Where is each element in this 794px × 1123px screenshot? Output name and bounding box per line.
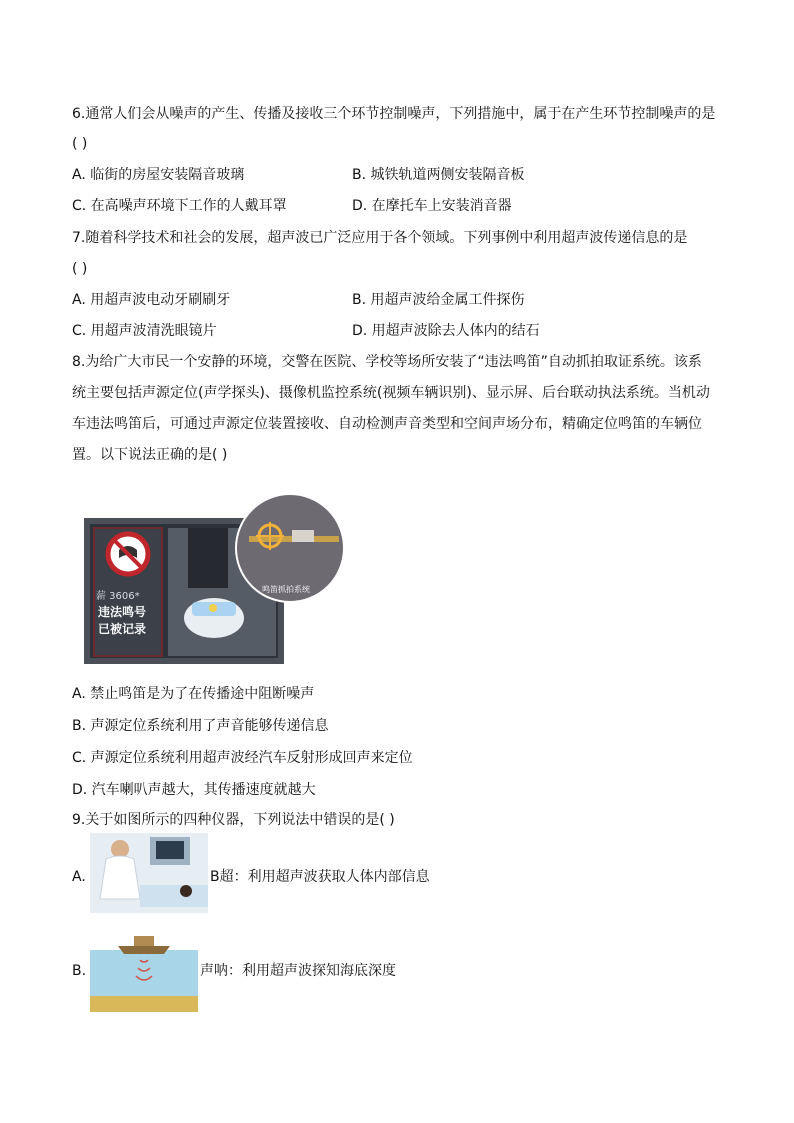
q9-a-label: A. (72, 869, 86, 885)
plate-number: 薪 3606* (96, 591, 140, 602)
q8-stem-line-1: 8.为给广大市民一个安静的环境，交警在医院、学校等场所安装了“违法鸣笛”自动抓拍取证系统。该系 (72, 354, 702, 370)
q8-option-b: B. 声源定位系统利用了声音能够传递信息 (72, 718, 329, 734)
q6-option-a: A. 临街的房屋安装隔音玻璃 (72, 167, 245, 183)
q9-stem: 9.关于如图所示的四种仪器，下列说法中错误的是( ) (72, 812, 395, 828)
q7-blank: ( ) (72, 261, 88, 277)
q9-b-label: B. (72, 963, 87, 979)
q6-option-d: D. 在摩托车上安装消音器 (352, 198, 512, 214)
q6-blank: ( ) (72, 136, 88, 152)
q8-figure-graphic (84, 490, 346, 665)
q7-option-c: C. 用超声波清洗眼镜片 (72, 323, 217, 339)
q9-a-text: B超：利用超声波获取人体内部信息 (210, 869, 430, 885)
q6-option-b: B. 城铁轨道两侧安装隔音板 (352, 167, 525, 183)
q8-stem-line-3: 车违法鸣笛后，可通过声源定位装置接收、自动检测声音类型和空间声场分布，精确定位鸣笛的车辆位 (72, 416, 702, 432)
sonar-image (90, 924, 198, 1012)
q8-figure (84, 490, 346, 665)
q7-stem: 7.随着科学技术和社会的发展，超声波已广泛应用于各个领域。下列事例中利用超声波传递信息的是 (72, 230, 688, 246)
sign-text-line-1: 违法鸣号 (98, 605, 147, 619)
q6-option-c: C. 在高噪声环境下工作的人戴耳罩 (72, 198, 287, 214)
q8-stem-line-4: 置。以下说法正确的是( ) (72, 447, 228, 463)
q7-option-d: D. 用超声波除去人体内的结石 (352, 323, 540, 339)
b-ultrasound-image (90, 833, 208, 913)
q8-option-d: D. 汽车喇叭声越大，其传播速度就越大 (72, 782, 316, 798)
q8-option-a: A. 禁止鸣笛是为了在传播途中阻断噪声 (72, 686, 315, 702)
q9-b-text: 声呐：利用超声波探知海底深度 (200, 963, 396, 979)
q6-stem: 6.通常人们会从噪声的产生、传播及接收三个环节控制噪声，下列措施中，属于在产生环节控制噪声的是 (72, 106, 716, 122)
q8-stem-line-2: 统主要包括声源定位(声学探头)、摄像机监控系统(视频车辆识别)、显示屏、后台联动执法系统。当机动 (72, 385, 710, 401)
circle-caption: 鸣笛抓拍系统 (262, 585, 310, 594)
q8-option-c: C. 声源定位系统利用超声波经汽车反射形成回声来定位 (72, 750, 413, 766)
q7-option-b: B. 用超声波给金属工件探伤 (352, 292, 525, 308)
sign-text-line-2: 已被记录 (98, 622, 147, 636)
q7-option-a: A. 用超声波电动牙刷刷牙 (72, 292, 231, 308)
